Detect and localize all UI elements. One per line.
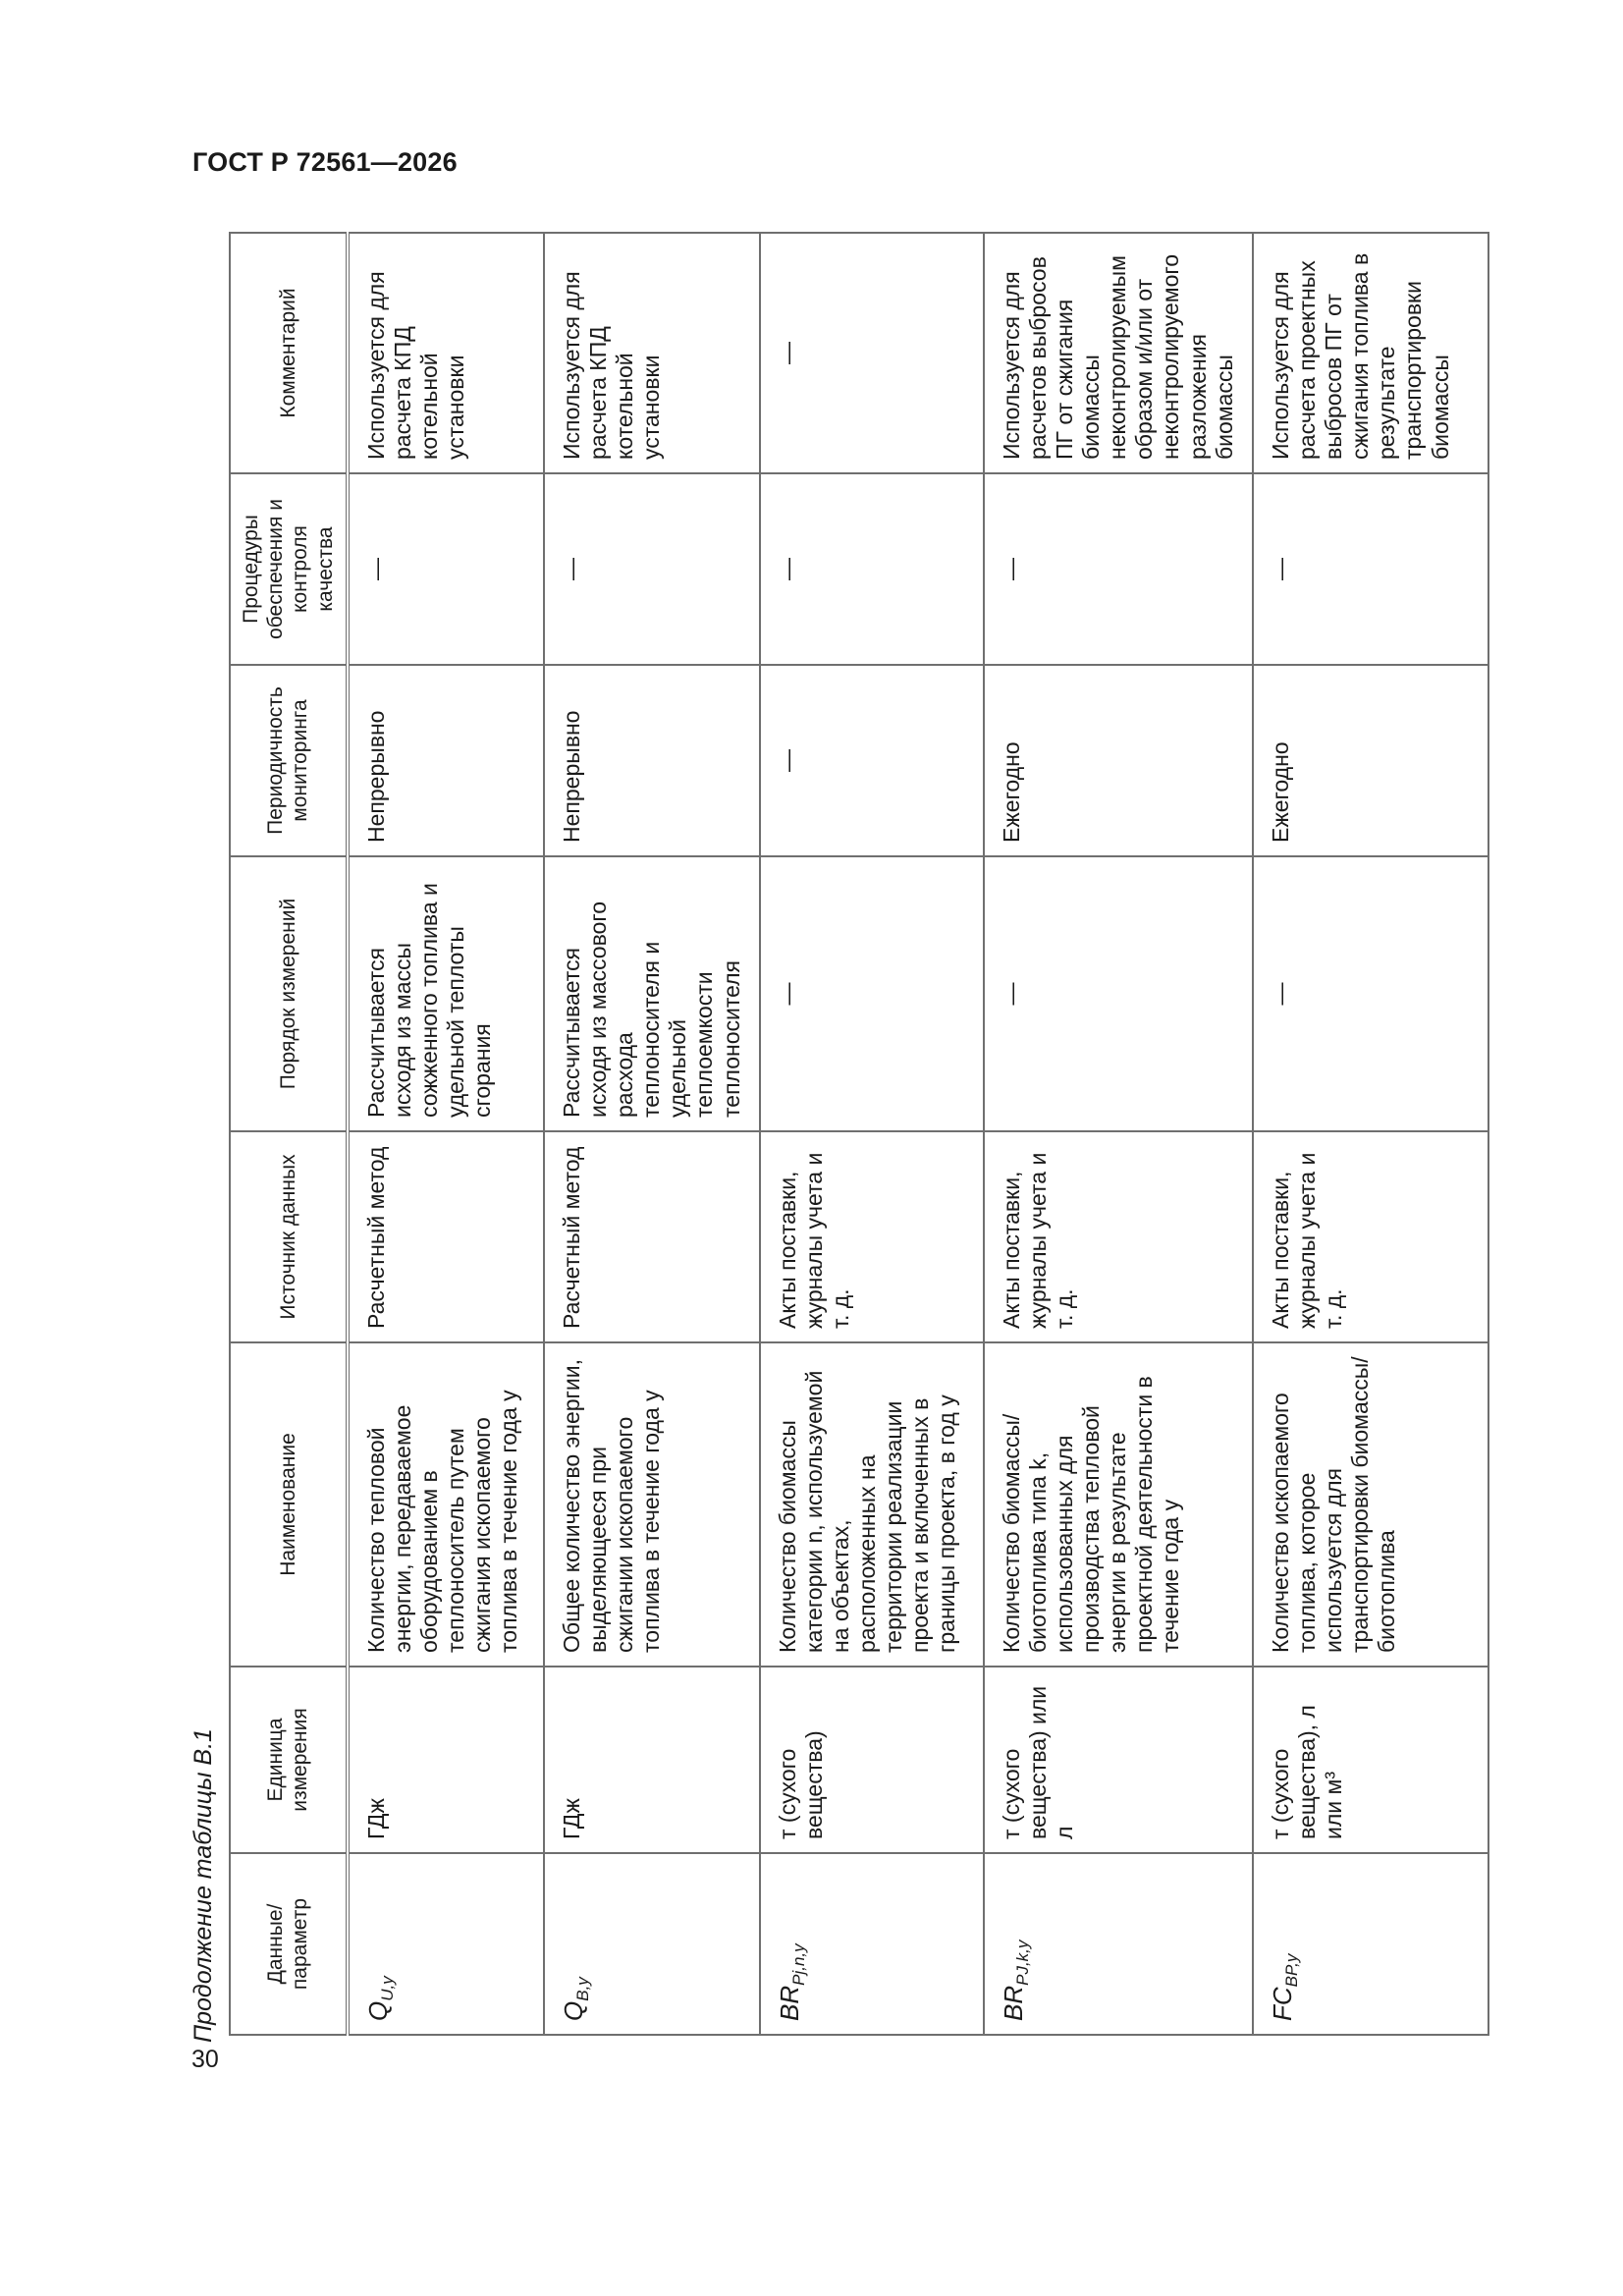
cell-param: [1253, 1853, 1488, 2035]
cell-source: Акты поставки, журналы учета и т. д.: [760, 1131, 984, 1342]
cell-qa: [1253, 473, 1488, 665]
dash-mark: —: [1267, 982, 1293, 1006]
cell-comment: Используется для расчетов выбросов ПГ от сжигания биомассы неконтролируемым образом и/или от неконтролируемого разложения биомассы: [984, 233, 1253, 473]
cell-name: Количество тепловой энергии, передаваемое оборудованием в теплоноситель путем сжигания ископаемого топлива в течение года y: [348, 1342, 544, 1667]
cell-unit: ГДж: [348, 1667, 544, 1853]
param-subscript: B,y: [572, 1977, 592, 2001]
dash-mark: —: [998, 558, 1024, 580]
cell-param: [984, 1853, 1253, 2035]
cell-qa: [984, 473, 1253, 665]
dash-mark: —: [774, 982, 800, 1006]
data-table: [229, 232, 1489, 2036]
param-main: BR: [998, 1985, 1028, 2021]
table-row: [544, 233, 760, 2035]
param-subscript: Pj,n,y: [788, 1943, 808, 1986]
param-main: FC: [1267, 1987, 1297, 2021]
cell-param: [544, 1853, 760, 2035]
cell-frequency: [760, 665, 984, 856]
cell-qa: [544, 473, 760, 665]
cell-comment: Используется для расчета КПД котельной установки: [544, 233, 760, 473]
page-number: 30: [191, 2046, 219, 2073]
column-header-name: Наименование: [230, 1342, 348, 1667]
rotated-table-container: [229, 234, 1453, 2036]
cell-frequency: Непрерывно: [544, 665, 760, 856]
cell-qa: [760, 473, 984, 665]
cell-param: [760, 1853, 984, 2035]
param-symbol: [558, 1977, 592, 2021]
table-header-row: [230, 233, 348, 2035]
column-header-unit: Единица измерения: [230, 1667, 348, 1853]
column-header-comment: Комментарий: [230, 233, 348, 473]
param-subscript: PJ,k,y: [1012, 1940, 1032, 1986]
cell-procedure: [1253, 856, 1488, 1131]
table-row: [348, 233, 544, 2035]
param-symbol: [998, 1940, 1032, 2021]
cell-frequency: Ежегодно: [984, 665, 1253, 856]
dash-mark: —: [774, 342, 800, 364]
cell-name: Количество биомассы категории n, используемой на объектах, расположенных на территории реализации проекта и включенных в границы проекта, в год y: [760, 1342, 984, 1667]
dash-mark: —: [558, 558, 584, 580]
param-main: Q: [362, 2000, 393, 2021]
param-subscript: U,y: [377, 1976, 397, 2001]
cell-comment: [760, 233, 984, 473]
cell-unit: ГДж: [544, 1667, 760, 1853]
table-continuation-label: Продолжение таблицы В.1: [189, 1728, 217, 2043]
cell-unit: т (сухого вещества), л или м³: [1253, 1667, 1488, 1853]
table-row: [1253, 233, 1488, 2035]
cell-procedure: [760, 856, 984, 1131]
column-header-procedure: Порядок измерений: [230, 856, 348, 1131]
cell-unit: т (сухого вещества): [760, 1667, 984, 1853]
cell-procedure: [984, 856, 1253, 1131]
cell-comment: Используется для расчета проектных выбросов ПГ от сжигания топлива в результате транспортировки биомассы: [1253, 233, 1488, 473]
cell-name: Общее количество энергии, выделяющееся при сжигании ископаемого топлива в течение года y: [544, 1342, 760, 1667]
column-header-qa: Процедуры обеспечения и контроля качества: [230, 473, 348, 665]
column-header-source: Источник данных: [230, 1131, 348, 1342]
cell-procedure: Рассчитывается исходя из массы сожженного топлива и удельной теплоты сгорания: [348, 856, 544, 1131]
cell-frequency: Ежегодно: [1253, 665, 1488, 856]
cell-name: Количество ископаемого топлива, которое используется для транспортировки биомассы/ биотоплива: [1253, 1342, 1488, 1667]
param-main: BR: [774, 1985, 804, 2021]
document-code: ГОСТ Р 72561—2026: [192, 147, 458, 177]
column-header-param: Данные/ параметр: [230, 1853, 348, 2035]
cell-qa: [348, 473, 544, 665]
dash-mark: —: [362, 558, 389, 580]
table-row: [760, 233, 984, 2035]
table-row: [984, 233, 1253, 2035]
cell-name: Количество биомассы/ биотоплива типа k, использованных для производства тепловой энергии в результате проектной деятельности в течение года y: [984, 1342, 1253, 1667]
cell-frequency: Непрерывно: [348, 665, 544, 856]
cell-source: Акты поставки, журналы учета и т. д.: [1253, 1131, 1488, 1342]
param-main: Q: [558, 2000, 588, 2021]
cell-source: Расчетный метод: [544, 1131, 760, 1342]
cell-procedure: Рассчитывается исходя из массового расхода теплоносителя и удельной теплоемкости теплоносителя: [544, 856, 760, 1131]
cell-source: Расчетный метод: [348, 1131, 544, 1342]
column-header-frequency: Периодичность мониторинга: [230, 665, 348, 856]
dash-mark: —: [998, 982, 1024, 1006]
param-symbol: [1267, 1953, 1301, 2021]
dash-mark: —: [774, 558, 800, 580]
cell-param: [348, 1853, 544, 2035]
cell-comment: Используется для расчета КПД котельной установки: [348, 233, 544, 473]
dash-mark: —: [774, 749, 800, 772]
param-symbol: [362, 1976, 397, 2021]
param-symbol: [774, 1943, 808, 2021]
param-subscript: BP,y: [1281, 1953, 1301, 1988]
cell-source: Акты поставки, журналы учета и т. д.: [984, 1131, 1253, 1342]
cell-unit: т (сухого вещества) или л: [984, 1667, 1253, 1853]
dash-mark: —: [1267, 558, 1293, 580]
